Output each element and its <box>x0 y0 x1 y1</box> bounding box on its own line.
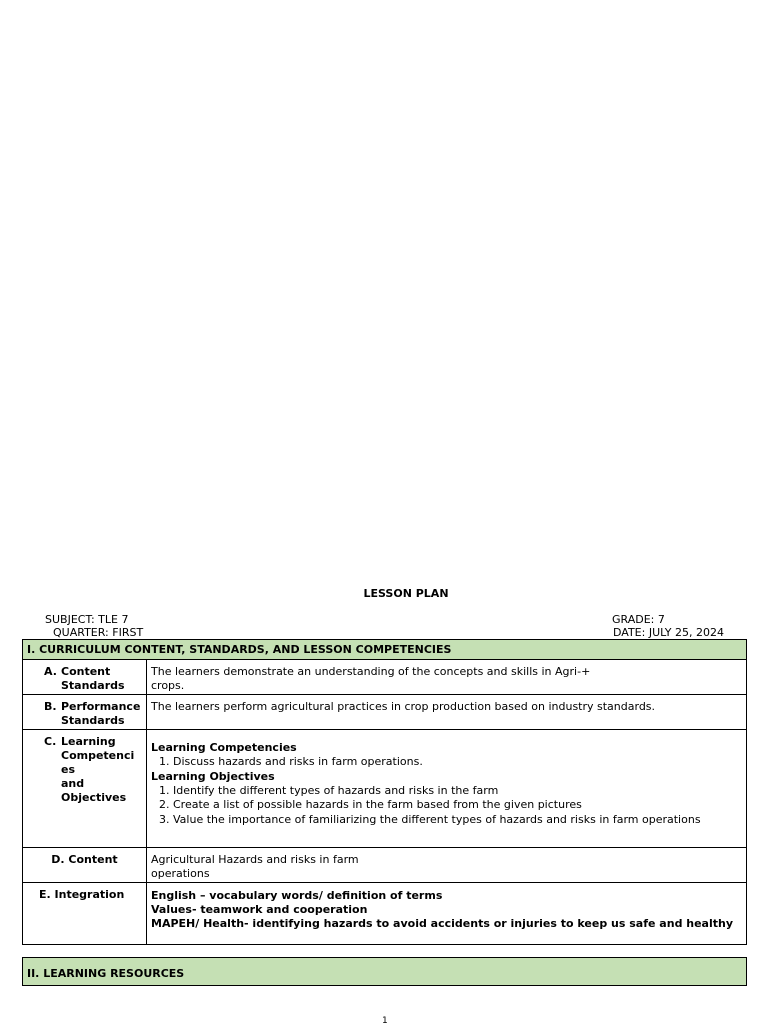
page-title: LESSON PLAN <box>363 587 449 600</box>
text-line: MAPEH/ Health- identifying hazards to avoid accidents or injuries to keep us safe and healthy <box>151 917 734 930</box>
list-item: 3. Value the importance of familiarizing the different types of hazards and risks in farm operations <box>173 813 742 828</box>
content-standards-label <box>23 660 147 695</box>
integration-text <box>147 883 747 945</box>
learning-competencies-label <box>23 730 147 848</box>
content-text <box>147 848 747 883</box>
row-label-text <box>61 735 134 805</box>
text-line: Values- teamwork and cooperation <box>151 903 368 916</box>
row-label-text <box>61 700 140 728</box>
content-label: D. Content <box>23 848 147 883</box>
label-line: Learning <box>61 735 116 748</box>
performance-standards-label <box>23 695 147 730</box>
objectives-heading: Learning Objectives <box>151 769 275 783</box>
competencies-heading: Learning Competencies <box>151 741 297 754</box>
text-line: crops. <box>151 679 185 692</box>
section-1-heading: I. CURRICULUM CONTENT, STANDARDS, AND LESSON COMPETENCIES <box>23 640 747 660</box>
list-item: 2. Create a list of possible hazards in the farm based from the given pictures <box>173 798 742 813</box>
row-label-text <box>61 665 125 693</box>
table-row-learning-competencies <box>23 730 747 848</box>
label-line: es <box>61 763 76 776</box>
subject-label: SUBJECT: TLE 7 <box>45 613 129 626</box>
table-row-performance-standards <box>23 695 747 730</box>
objectives-list <box>151 784 742 828</box>
integration-label: E. Integration <box>23 883 147 945</box>
quarter-label: QUARTER: FIRST <box>53 626 144 639</box>
performance-standards-text: The learners perform agricultural practices in crop production based on industry standards. <box>147 695 747 730</box>
grade-label: GRADE: 7 <box>612 613 665 626</box>
section-2-heading: II. LEARNING RESOURCES <box>23 958 747 986</box>
table-row-integration <box>23 883 747 945</box>
text-line: English – vocabulary words/ definition of terms <box>151 889 443 902</box>
curriculum-table <box>22 639 747 945</box>
text-line: operations <box>151 867 210 880</box>
label-line: Objectives <box>61 791 127 804</box>
text-line: Agricultural Hazards and risks in farm <box>151 853 359 866</box>
competencies-list <box>151 755 742 770</box>
text-line: The learners demonstrate an understanding of the concepts and skills in Agri-+ <box>151 665 591 678</box>
label-line: Performance <box>61 700 141 713</box>
label-line: Competenci <box>61 749 135 762</box>
table-row-content-standards <box>23 660 747 695</box>
learning-resources-table <box>22 957 747 986</box>
page-number: 1 <box>382 1016 388 1026</box>
list-item: 1. Identify the different types of hazards and risks in the farm <box>173 784 742 799</box>
list-item: 1. Discuss hazards and risks in farm operations. <box>173 755 742 770</box>
label-line: and <box>61 777 85 790</box>
label-line: Standards <box>61 714 125 727</box>
row-letter: C. <box>44 735 57 748</box>
label-line: Standards <box>61 679 125 692</box>
learning-competencies-text <box>147 730 747 848</box>
content-standards-text <box>147 660 747 695</box>
row-letter: A. <box>44 665 57 678</box>
row-letter: B. <box>44 700 57 713</box>
date-label: DATE: JULY 25, 2024 <box>613 626 724 639</box>
table-row-content <box>23 848 747 883</box>
label-line: Content <box>61 665 111 678</box>
